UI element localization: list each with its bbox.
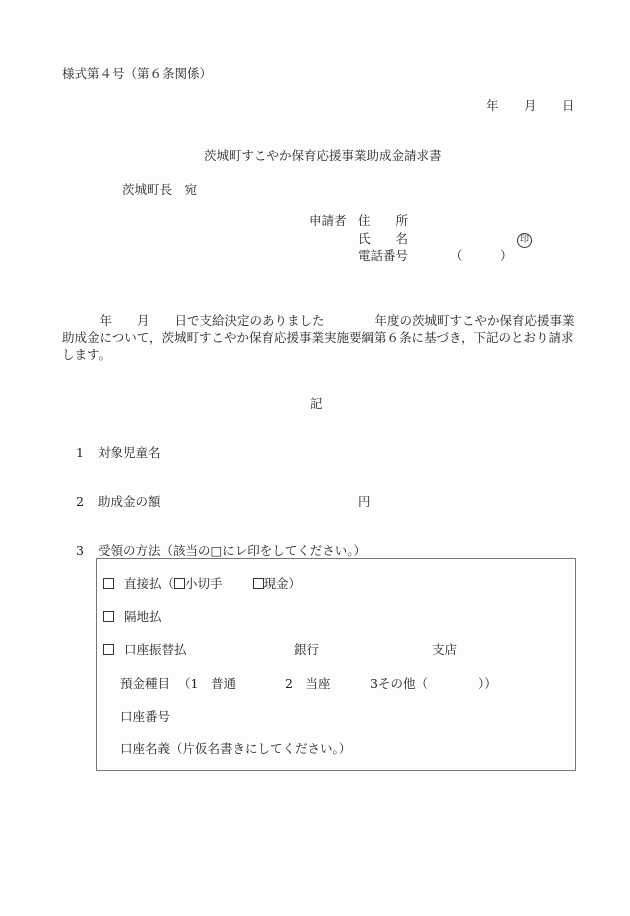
item-3-label: 受領の方法（該当の□にレ印をしてください。） [98,543,367,558]
addressee: 茨城町長 宛 [122,182,198,197]
deposit-type-opt1: （1 普通 [178,676,236,691]
direct-payment-option[interactable]: 直接払（ 小切手 現金） [103,576,301,592]
ki-heading: 記 [310,396,323,411]
item-2-unit: 円 [358,494,371,509]
remote-payment-option[interactable]: 隔地払 [103,609,162,625]
address-label: 住 所 [358,213,409,228]
phone-label: 電話番号 [358,248,409,263]
body-line-3: します。 [62,347,112,362]
phone-parens: （ ） [450,248,513,263]
transfer-payment-option[interactable]: 口座振替払 [103,642,187,658]
checkbox-icon[interactable] [103,611,114,622]
body-line-2: 助成金について，茨城町すこやか保育応援事業実施要綱第６条に基づき，下記のとおり請求 [62,330,574,345]
checkbox-icon[interactable] [103,644,114,655]
form-number: 様式第４号（第６条関係） [62,66,213,81]
deposit-type-label: 預金種目 [120,676,171,691]
date-day: 日 [562,98,575,113]
name-label: 氏 名 [358,231,409,246]
account-number-label: 口座番号 [120,709,171,724]
deposit-type-opt2: 2 当座 [285,676,331,691]
checkbox-icon[interactable] [103,578,114,589]
item-1-num: 1 [76,445,84,460]
branch-label: 支店 [432,642,458,657]
body-line-1: 年 月 日で支給決定のありました 年度の茨城町すこやか保育応援事業 [62,313,575,328]
account-name-label: 口座名義（片仮名書きにしてください。） [120,741,352,756]
item-2-label: 助成金の額 [98,494,161,509]
item-2-num: 2 [76,494,84,509]
checkbox-icon[interactable] [174,578,185,589]
item-3-num: 3 [76,543,84,558]
document-title: 茨城町すこやか保育応援事業助成金請求書 [204,148,442,163]
date-month: 月 [524,98,537,113]
item-1-label: 対象児童名 [98,445,161,460]
applicant-label: 申請者 [309,213,347,228]
date-year: 年 [486,98,499,113]
bank-label: 銀行 [294,642,320,657]
checkbox-icon[interactable] [253,578,264,589]
seal-mark-icon: 印 [517,230,532,248]
deposit-type-opt3: 3その他（ ）） [370,676,497,691]
